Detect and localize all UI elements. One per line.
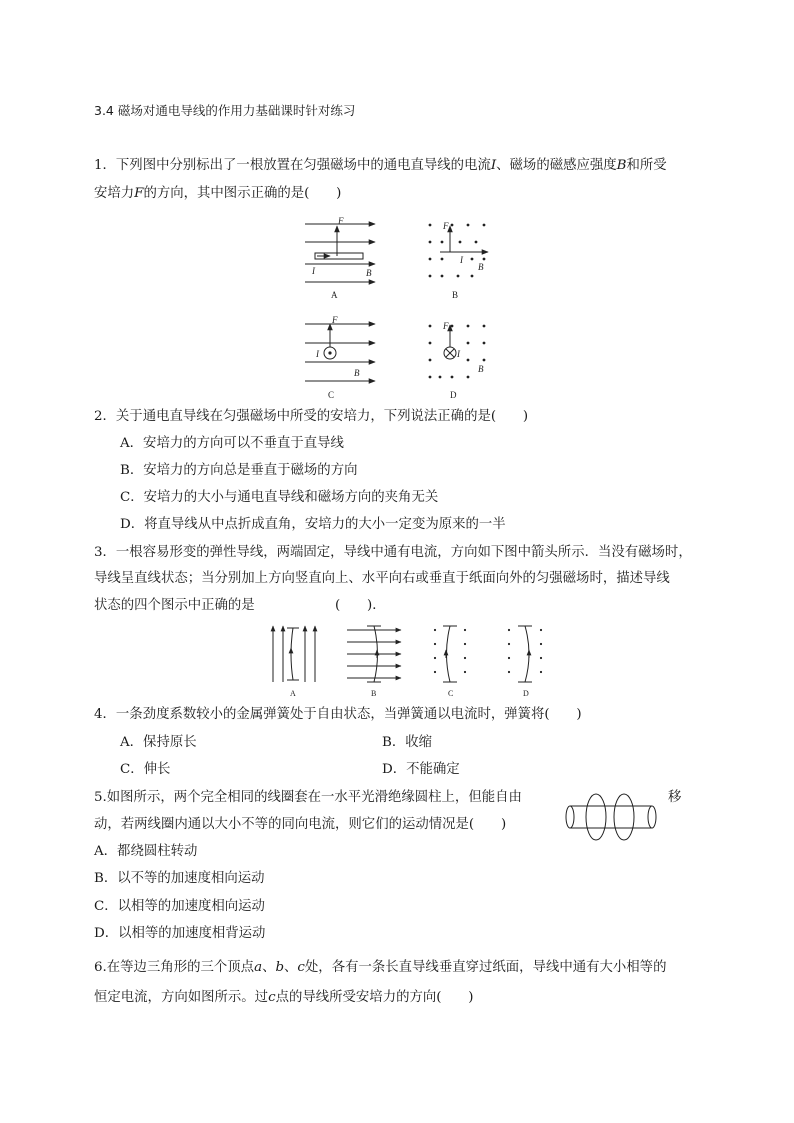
q3-panel-d xyxy=(508,629,542,673)
q3-label-b: B xyxy=(371,689,377,698)
q3-label-a: A xyxy=(290,689,296,698)
q2-option-a: A．安培力的方向可以不垂直于直导线 xyxy=(120,436,344,451)
q1-c-i-label: I xyxy=(316,349,319,359)
q5-stem-line1: 5.如图所示，两个完全相同的线圈套在一水平光滑绝缘圆柱上，但能自由 xyxy=(94,790,522,805)
q3-stem-line3: 状态的四个图示中正确的是 ( )． xyxy=(94,598,386,613)
q5-option-d: D．以相等的加速度相背运动 xyxy=(94,926,266,941)
q2-option-d: D．将直导线从中点折成直角，安培力的大小一定变为原来的一半 xyxy=(120,517,506,532)
q1-label-c: C xyxy=(328,390,335,400)
q3-panel-a xyxy=(273,626,315,682)
q2-option-c: C．安培力的大小与通电直导线和磁场方向的夹角无关 xyxy=(120,490,439,505)
q3-figure xyxy=(265,620,555,700)
q3-panel-c xyxy=(434,629,466,673)
q1-a-i-label: I xyxy=(312,266,315,276)
q5-cylinder-figure xyxy=(562,790,662,842)
q1-d-i-label: I xyxy=(457,349,460,359)
q1-stem-line1: 1．下列图中分别标出了一根放置在匀强磁场中的通电直导线的电流I、磁场的磁感应强度B和所受 xyxy=(94,158,667,173)
q1-b-f-label: F xyxy=(443,221,449,231)
q3-panel-b xyxy=(347,626,401,682)
q1-label-d: D xyxy=(450,390,457,400)
q3-stem-line2: 导线呈直线状态；当分别加上方向竖直向上、水平向右或垂直于纸面向外的匀强磁场时，描述导线 xyxy=(94,571,670,586)
q1-a-f-label: F xyxy=(338,216,344,226)
q4-option-d: D．不能确定 xyxy=(382,762,460,777)
q5-stem-line2: 动，若两线圈内通以大小不等的同向电流，则它们的运动情况是( ) xyxy=(94,817,507,832)
q1-a-b-label: B xyxy=(366,268,372,278)
q1-figure xyxy=(290,212,520,402)
q3-stem-line1: 3．一根容易形变的弹性导线，两端固定，导线中通有电流，方向如下图中箭头所示．当没有磁场时， xyxy=(94,545,692,560)
page-title: 3.4 磁场对通电导线的作用力基础课时针对练习 xyxy=(94,103,356,118)
q1-d-f-label: F xyxy=(443,321,449,331)
q5-option-c: C．以相等的加速度相向运动 xyxy=(94,899,265,914)
q4-stem: 4．一条劲度系数较小的金属弹簧处于自由状态，当弹簧通以电流时，弹簧将( ) xyxy=(94,707,582,722)
q1-c-f-label: F xyxy=(332,315,338,325)
q1-b-b-label: B xyxy=(478,262,484,272)
q1-panel-a xyxy=(305,224,375,282)
q3-label-c: C xyxy=(448,689,454,698)
q1-c-b-label: B xyxy=(354,368,360,378)
q1-b-i-label: I xyxy=(460,255,463,265)
q1-d-b-label: B xyxy=(478,364,484,374)
q4-option-a: A．保持原长 xyxy=(120,735,197,750)
q1-panel-b xyxy=(429,224,486,278)
q2-stem: 2．关于通电直导线在匀强磁场中所受的安培力，下列说法正确的是( ) xyxy=(94,409,529,424)
q5-option-b: B．以不等的加速度相向运动 xyxy=(94,871,265,886)
q5-option-a: A．都绕圆柱转动 xyxy=(94,844,198,859)
q4-option-c: C．伸长 xyxy=(120,762,171,777)
q2-option-b: B．安培力的方向总是垂直于磁场的方向 xyxy=(120,463,358,478)
q6-stem-line2: 恒定电流，方向如图所示。过c点的导线所受安培力的方向( ) xyxy=(94,990,474,1005)
q4-option-b: B．收缩 xyxy=(382,735,433,750)
q1-label-a: A xyxy=(331,290,338,300)
q3-label-d: D xyxy=(523,689,529,698)
q6-stem-line1: 6.在等边三角形的三个顶点a、b、c处，各有一条长直导线垂直穿过纸面，导线中通有大小相等的 xyxy=(94,960,667,975)
q1-label-b: B xyxy=(452,290,459,300)
q1-stem-line2: 安培力F的方向，其中图示正确的是( ) xyxy=(94,186,342,201)
q5-stem-line1-end: 移 xyxy=(668,790,682,805)
